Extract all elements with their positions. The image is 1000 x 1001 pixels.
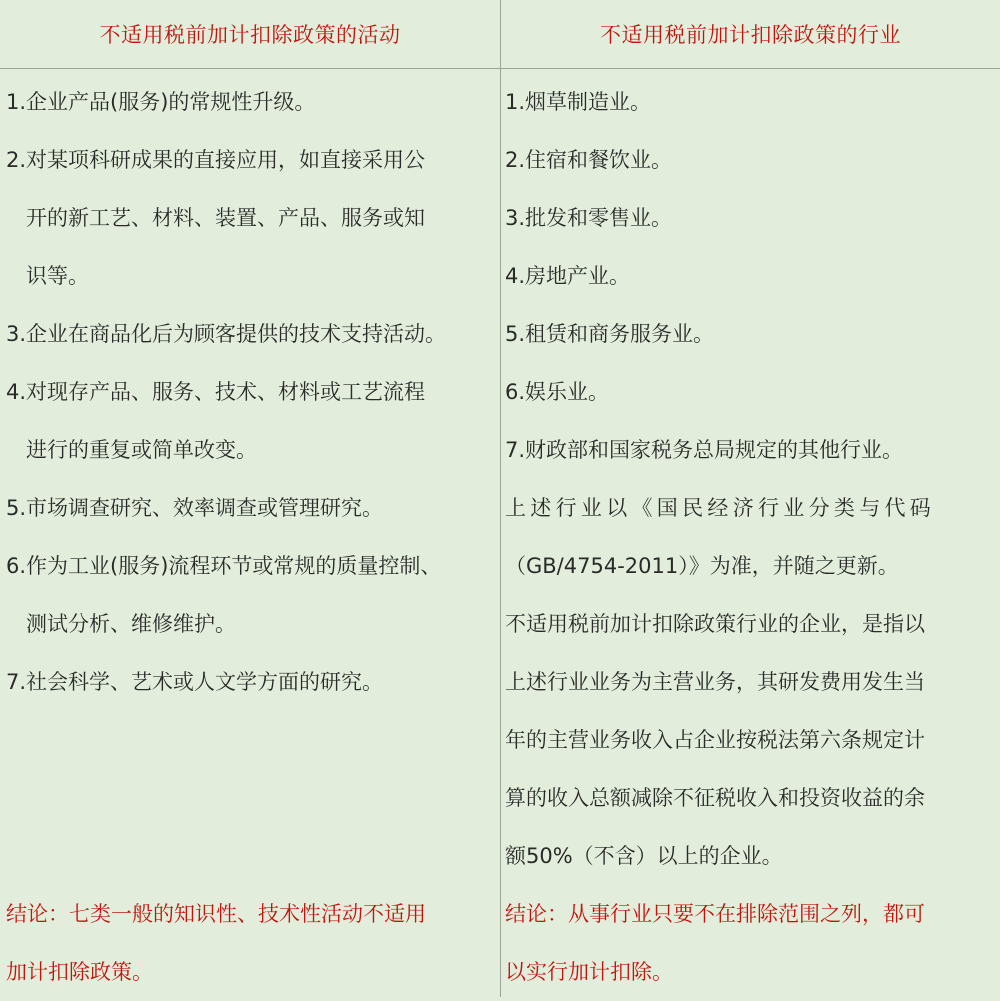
activities-conclusion-cont: 加计扣除政策。 (6, 960, 153, 984)
industry-definition-note: 不适用税前加计扣除政策行业的企业，是指以 (505, 612, 925, 636)
activity-item-1: 1.企业产品(服务)的常规性升级。 (6, 90, 316, 114)
activity-item-6: 6.作为工业(服务)流程环节或常规的质量控制、 (6, 554, 442, 578)
industry-definition-note-cont: 算的收入总额减除不征税收入和投资收益的余 (505, 786, 925, 810)
activities-conclusion: 结论：七类一般的知识性、技术性活动不适用 (6, 902, 426, 926)
industries-conclusion-cont: 以实行加计扣除。 (505, 960, 673, 984)
industries-conclusion: 结论：从事行业只要不在排除范围之列，都可 (505, 902, 925, 926)
activity-item-3: 3.企业在商品化后为顾客提供的技术支持活动。 (6, 322, 447, 346)
activity-item-6-cont: 测试分析、维修维护。 (26, 612, 236, 636)
industry-definition-note-cont: 上述行业业务为主营业务，其研发费用发生当 (505, 670, 925, 694)
activities-column (6, 73, 498, 1001)
activity-item-7: 7.社会科学、艺术或人文学方面的研究。 (6, 670, 384, 694)
industry-item-1: 1.烟草制造业。 (505, 90, 652, 114)
industries-column (505, 73, 997, 1001)
activity-item-2: 2.对某项科研成果的直接应用，如直接采用公 (6, 148, 426, 172)
header-industries: 不适用税前加计扣除政策的行业 (600, 23, 901, 47)
industry-definition-note-cont: 年的主营业务收入占企业按税法第六条规定计 (505, 728, 925, 752)
activity-item-5: 5.市场调查研究、效率调查或管理研究。 (6, 496, 384, 520)
industry-item-6: 6.娱乐业。 (505, 380, 610, 404)
activity-item-2-cont: 识等。 (26, 264, 89, 288)
header-divider (0, 68, 1000, 69)
activity-item-2-cont: 开的新工艺、材料、装置、产品、服务或知 (26, 206, 425, 230)
industry-item-7: 7.财政部和国家税务总局规定的其他行业。 (505, 438, 904, 462)
industry-item-4: 4.房地产业。 (505, 264, 631, 288)
industry-definition-note-cont: 额50%（不含）以上的企业。 (505, 844, 783, 868)
industry-item-3: 3.批发和零售业。 (505, 206, 673, 230)
industry-classification-note: 上述行业以《国民经济行业分类与代码 (505, 496, 936, 520)
industry-item-2: 2.住宿和餐饮业。 (505, 148, 673, 172)
industry-item-5: 5.租赁和商务服务业。 (505, 322, 715, 346)
activity-item-4-cont: 进行的重复或简单改变。 (26, 438, 257, 462)
industry-classification-note-cont: （GB/4754-2011）》为准，并随之更新。 (505, 554, 899, 578)
header-activities: 不适用税前加计扣除政策的活动 (99, 23, 401, 47)
column-divider (500, 0, 501, 997)
activity-item-4: 4.对现存产品、服务、技术、材料或工艺流程 (6, 380, 426, 404)
